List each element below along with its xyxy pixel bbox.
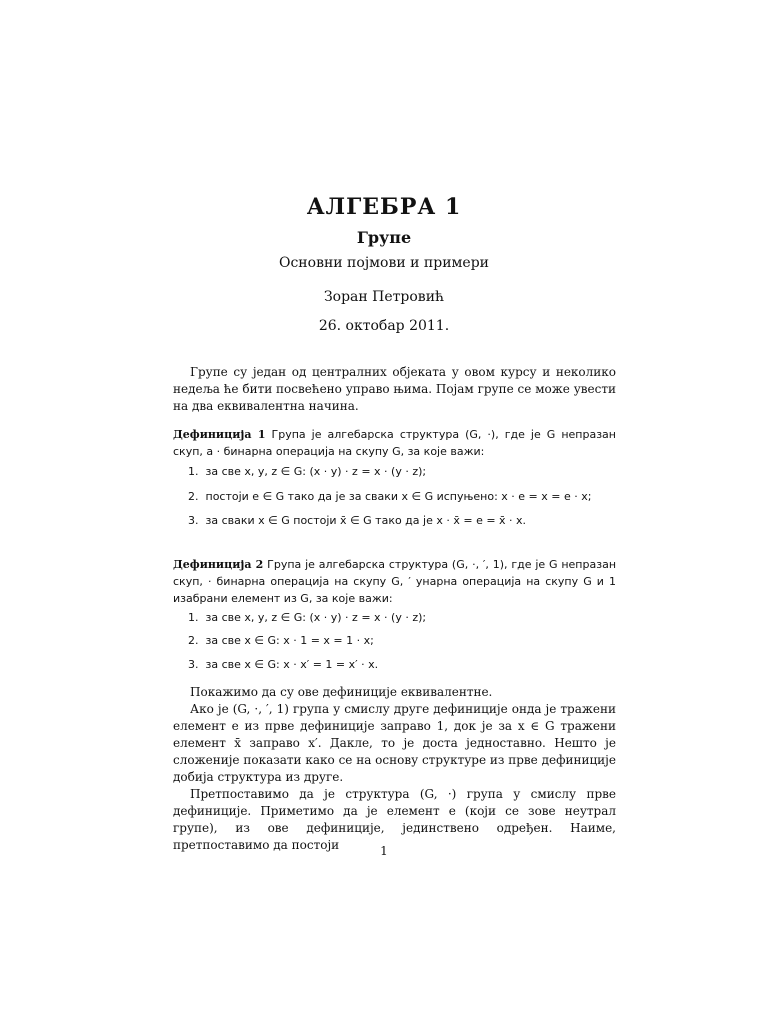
definition-2-item-3-number: 3. (188, 658, 199, 671)
definition-1-heading: Дефиниција 1 (173, 428, 266, 441)
document-subtitle: Групе (356, 228, 412, 247)
definition-1-item-3 (188, 514, 618, 527)
document-author: Зоран Петровић (323, 289, 445, 305)
paragraph-3: Претпоставимо да је структура (G, ·) група у смислу прве дефиниције. Приметимо да је елемент e (који се зове неутрал групе), из ове дефиниције, јединствено одређен. Наиме, претпоставимо да постоји (173, 787, 616, 852)
definition-1-item-2 (188, 490, 618, 503)
page-number: 1 (380, 844, 388, 858)
document-description: Основни појмови и примери (278, 255, 490, 271)
definition-1-item-1 (188, 465, 618, 478)
definition-2-item-3 (188, 658, 618, 671)
paragraph-2: Ако је (G, ·, ′, 1) група у смислу друге дефиниције онда је тражени елемент e из прве дефиниције заправо 1, док је за x ∈ G тражени елемент x̄ заправо x′. Дакле, то је доста једноставно. Нешто је сложеније показати како се на основу структуре из прве дефиниције добија структура из друге. (173, 702, 616, 784)
paragraph-1: Покажимо да су ове дефиниције еквивалентне. (190, 685, 493, 699)
body-paragraphs (173, 684, 616, 854)
definition-2 (173, 556, 616, 607)
definition-2-item-1-number: 1. (188, 611, 199, 624)
definition-2-heading: Дефиниција 2 (173, 558, 264, 571)
definition-2-body: Група је алгебарска структура (G, ·, ′, 1), где је G непразан скуп, · бинарна операција на скупу G, ′ унарна операција на скупу G и 1 изабрани елемент из G, за које важи: (173, 558, 617, 605)
definition-1-item-3-text: за сваки x ∈ G постоји x̄ ∈ G тако да је x · x̄ = e = x̄ · x. (205, 514, 527, 527)
definition-2-item-2-number: 2. (188, 634, 199, 647)
document-title: АЛГЕБРА 1 (306, 194, 462, 220)
definition-2-item-1 (188, 611, 618, 624)
definition-2-item-1-text: за све x, y, z ∈ G: (x · y) · z = x · (y · z); (205, 611, 427, 624)
definition-2-item-3-text: за све x ∈ G: x · x′ = 1 = x′ · x. (205, 658, 379, 671)
definition-2-item-2 (188, 634, 618, 647)
definition-1-body: Група је алгебарска структура (G, ·), где је G непразан скуп, а · бинарна операција на скупу G, за које важи: (173, 428, 616, 458)
definition-1-item-1-number: 1. (188, 465, 199, 478)
document-date: 26. октобар 2011. (318, 318, 450, 334)
intro-paragraph-block (173, 364, 616, 415)
definition-1-text (173, 426, 616, 460)
definition-1 (173, 426, 616, 460)
definition-1-item-1-text: за све x, y, z ∈ G: (x · y) · z = x · (y · z); (205, 465, 427, 478)
definition-1-item-3-number: 3. (188, 514, 199, 527)
definition-2-item-2-text: за све x ∈ G: x · 1 = x = 1 · x; (205, 634, 374, 647)
definition-1-item-2-text: постоји e ∈ G тако да је за сваки x ∈ G испуњено: x · e = x = e · x; (205, 490, 592, 503)
intro-paragraph: Групе су један од централних објеката у овом курсу и неколико недеља ће бити посвећено управо њима. Појам групе се може увести на два еквивалентна начина. (173, 365, 616, 413)
definition-1-item-2-number: 2. (188, 490, 199, 503)
definition-2-text (173, 556, 616, 607)
